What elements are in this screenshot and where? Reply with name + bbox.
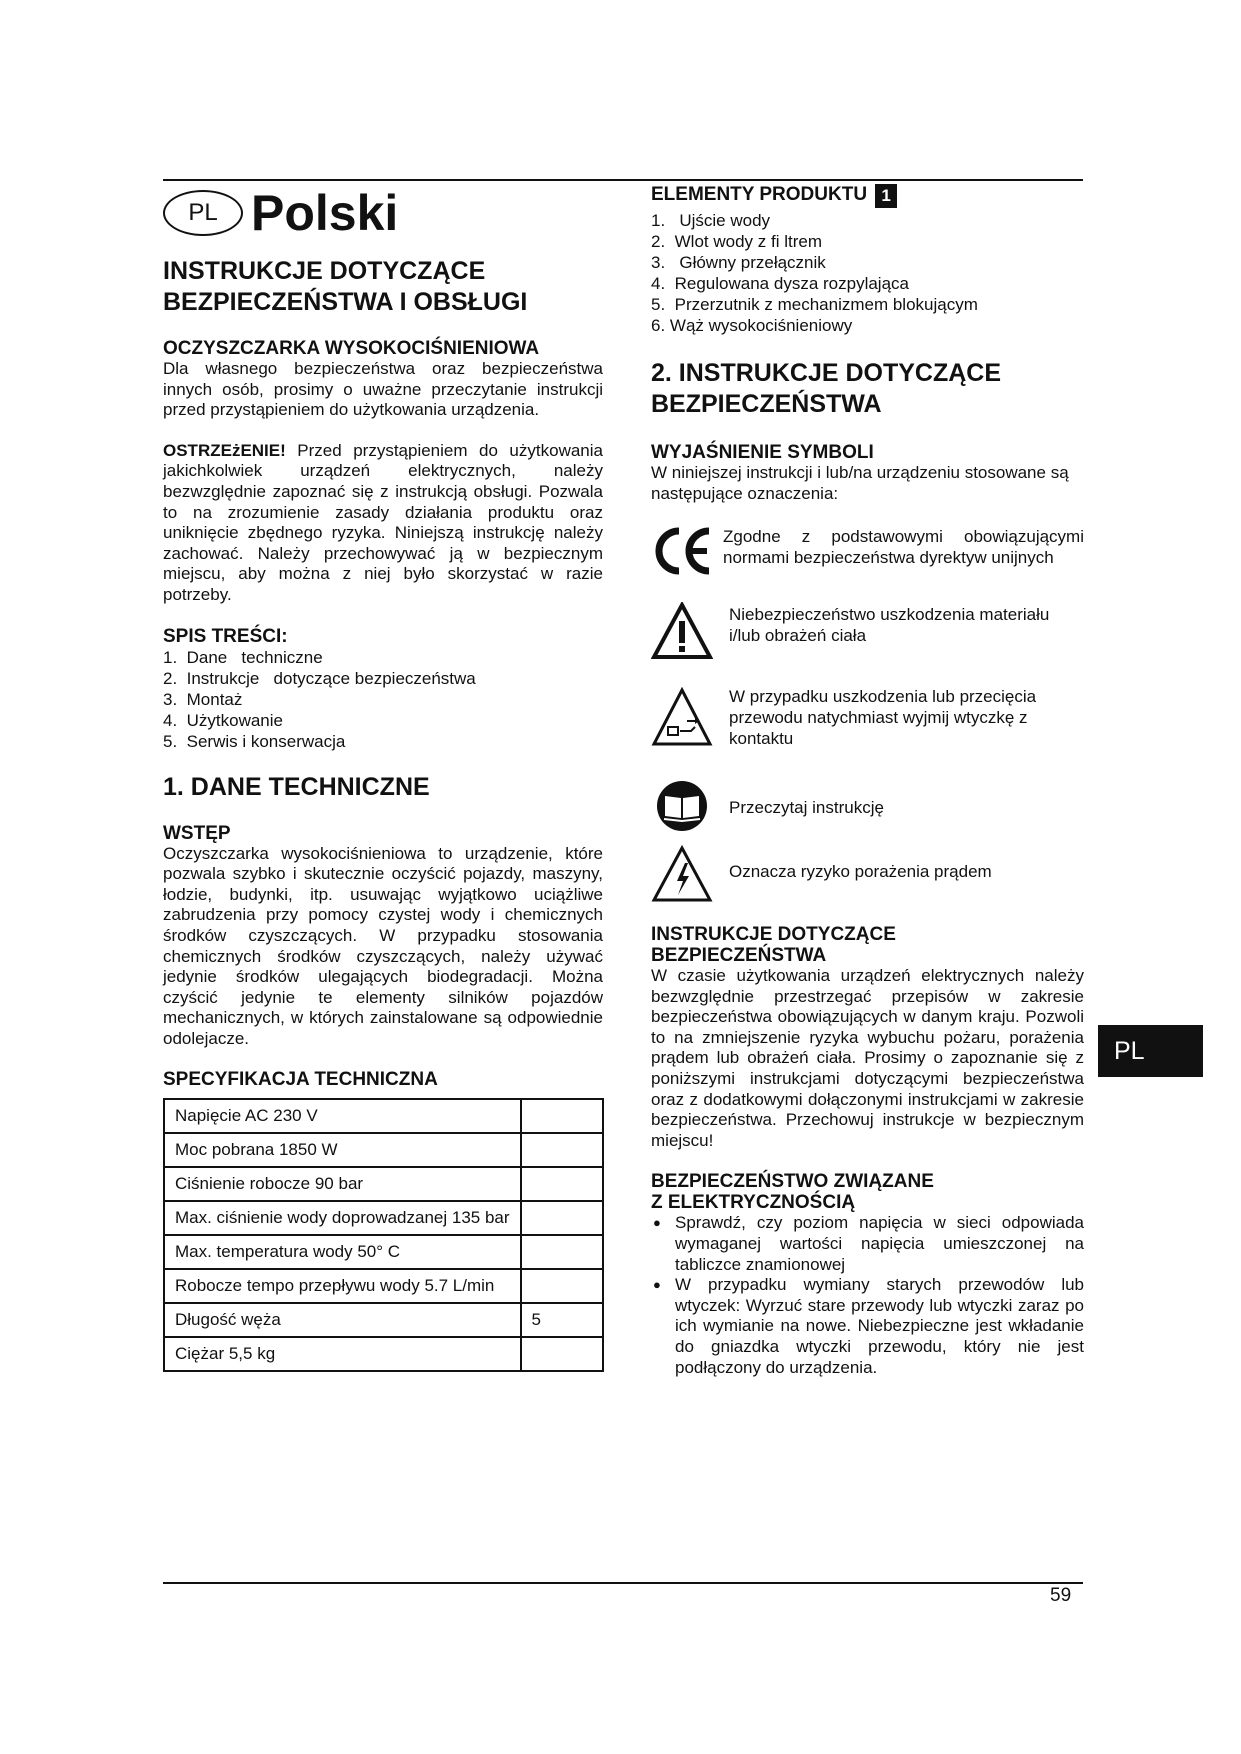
safety-heading-line1: INSTRUKCJE DOTYCZĄCE — [651, 924, 896, 945]
top-rule — [163, 179, 1083, 181]
toc-item: 2. Instrukcje dotyczące bezpieczeństwa — [163, 668, 476, 688]
spec-value — [521, 1099, 603, 1133]
spec-value — [521, 1235, 603, 1269]
spec-label: Moc pobrana 1850 W — [164, 1133, 521, 1167]
toc-heading: SPIS TREŚCI: — [163, 625, 288, 647]
electric-safety-heading — [651, 1171, 1084, 1213]
symbol-text: Zgodne z podstawowymi obowiązującymi normami bezpieczeństwa dyrektyw unijnych — [723, 527, 1084, 567]
warning-label: OSTRZEżENIE! — [163, 440, 286, 460]
list-item: 4. Regulowana dysza rozpylająca — [651, 274, 909, 293]
ce-mark-icon — [651, 520, 713, 582]
safety-heading-line2: BEZPIECZEŃSTWA — [651, 945, 827, 966]
unplug-warning-icon — [651, 686, 713, 748]
read-manual-icon — [651, 775, 713, 837]
section2-title-line2: BEZPIECZEŃSTWA — [651, 390, 882, 418]
safety-text: W czasie użytkowania urządzeń elektrycznych należy bezwzględnie przestrzegać przepisów w zakresie bezpieczeństwa obowiązujących w danym kraju. Pozwoli to na zmniejszenie ryzyka wybuchu pożaru, porażenia prądem lub obrażeń ciała. Prosimy o zapoznanie się z poniższymi instrukcjami dotyczącymi bezpieczeństwa oraz z dodatkowymi dołączonymi instrukcjami w zakresie bezpieczeństwa. Przechowuj instrukcje w bezpiecznym miejscu! — [651, 966, 1084, 1150]
spec-value — [521, 1269, 603, 1303]
language-title: Polski — [251, 184, 399, 241]
toc-list — [163, 647, 603, 752]
elements-list — [651, 210, 1084, 336]
section1-title: 1. DANE TECHNICZNE — [163, 772, 430, 801]
list-item: 2. Wlot wody z fi ltrem — [651, 232, 822, 251]
spec-value — [521, 1201, 603, 1235]
table-row — [164, 1201, 603, 1235]
safety-heading — [651, 924, 1084, 966]
language-side-tab: PL — [1098, 1025, 1203, 1077]
bottom-rule — [163, 1582, 1083, 1584]
list-item: 1. Ujście wody — [651, 211, 771, 230]
electric-safety-heading-line1: BEZPIECZEŃSTWO ZWIĄZANE — [651, 1171, 934, 1193]
spec-table — [163, 1098, 604, 1372]
warning-triangle-icon — [651, 600, 713, 662]
spec-value — [521, 1337, 603, 1371]
spec-label: Napięcie AC 230 V — [164, 1099, 521, 1133]
toc-item: 5. Serwis i konserwacja — [163, 731, 346, 751]
toc-item: 1. Dane techniczne — [163, 647, 323, 667]
list-item: ● Sprawdź, czy poziom napięcia w sieci odpowiada wymaganej wartości napięcia umieszczonej na tabliczce znamionowej — [651, 1213, 1084, 1275]
elements-heading — [651, 184, 1084, 208]
left-column — [163, 184, 603, 1372]
table-row — [164, 1099, 603, 1133]
spec-label: Ciężar 5,5 kg — [164, 1337, 521, 1371]
symbol-row-shock — [651, 843, 1084, 905]
spec-value — [521, 1167, 603, 1201]
right-column-bottom — [651, 924, 1084, 1378]
elements-heading-text: ELEMENTY PRODUKTU — [651, 184, 868, 205]
main-title — [163, 256, 603, 318]
table-row — [164, 1337, 603, 1371]
list-item: ● W przypadku wymiany starych przewodów lub wtyczek: Wyrzuć stare przewody lub wtyczki zaraz po ich wymianie na nowe. Niebezpieczne jest wkładanie do gniazdka wtyczki przewodu, który nie jest podłączony do urządzenia. — [651, 1275, 1084, 1378]
symbol-text: Niebezpieczeństwo uszkodzenia materiału i/lub obrażeń ciała — [729, 605, 1050, 645]
symbol-text: Oznacza ryzyko porażenia prądem — [729, 862, 992, 881]
figure-badge: 1 — [875, 184, 897, 208]
spec-label: Robocze tempo przepływu wody 5.7 L/min — [164, 1269, 521, 1303]
spec-value: 5 — [521, 1303, 603, 1337]
symbol-row-unplug — [651, 686, 1084, 749]
main-title-line2: BEZPIECZEŃSTWA I OBSŁUGI — [163, 288, 528, 316]
page-number: 59 — [1050, 1585, 1072, 1606]
symbols-heading: WYJAŚNIENIE SYMBOLI — [651, 442, 874, 463]
list-item: 6. Wąż wysokociśnieniowy — [651, 316, 853, 335]
section2-title — [651, 358, 1084, 420]
table-row — [164, 1269, 603, 1303]
intro-text: Oczyszczarka wysokociśnieniowa to urządzenie, które pozwala szybko i skutecznie oczyścić pojazdy, maszyny, łodzie, budynki, itp. usuwając wyjątkowo uciążliwe zabrudzenia przy pomocy czystej wody i chemicznych środków czyszczących. W przypadku stosowania chemicznych środków czyszczących, należy używać jedynie środków ulegających biodegradacji. Można czyścić jedynie te elementy silników pojazdów mechanicznych, w których zainstalowane są odpowiednie odolejacze. — [163, 843, 603, 1048]
table-row — [164, 1303, 603, 1337]
toc-item: 4. Użytkowanie — [163, 710, 283, 730]
product-intro: Dla własnego bezpieczeństwa oraz bezpieczeństwa innych osób, prosimy o uważne przeczytanie instrukcji przed przystąpieniem do użytkowania urządzenia. — [163, 359, 603, 420]
table-row — [164, 1133, 603, 1167]
symbol-row-ce — [651, 520, 1084, 582]
spec-label: Długość węża — [164, 1303, 521, 1337]
symbol-text: Przeczytaj instrukcję — [729, 798, 884, 817]
table-row — [164, 1235, 603, 1269]
symbol-row-manual — [651, 775, 1084, 837]
symbol-row-warning — [651, 600, 1084, 662]
list-item: 3. Główny przełącznik — [651, 253, 826, 272]
toc-item: 3. Montaż — [163, 689, 243, 709]
language-code-badge: PL — [163, 190, 243, 236]
right-column-top — [651, 184, 1084, 504]
spec-value — [521, 1133, 603, 1167]
spec-label: Max. ciśnienie wody doprowadzanej 135 bar — [164, 1201, 521, 1235]
spec-label: Ciśnienie robocze 90 bar — [164, 1167, 521, 1201]
symbols-intro: W niniejszej instrukcji i lub/na urządzeniu stosowane są następujące oznaczenia: — [651, 463, 1069, 503]
list-item: 5. Przerzutnik z mechanizmem blokującym — [651, 295, 978, 314]
product-heading: OCZYSZCZARKA WYSOKOCIŚNIENIOWA — [163, 338, 540, 359]
spec-heading: SPECYFIKACJA TECHNICZNA — [163, 1069, 438, 1091]
spec-label: Max. temperatura wody 50° C — [164, 1235, 521, 1269]
table-row — [164, 1167, 603, 1201]
intro-heading: WSTĘP — [163, 822, 231, 844]
electric-shock-icon — [651, 843, 713, 905]
main-title-line1: INSTRUKCJE DOTYCZĄCE — [163, 257, 486, 285]
electric-safety-heading-line2: Z ELEKTRYCZNOŚCIĄ — [651, 1192, 856, 1214]
electric-safety-list — [651, 1213, 1084, 1378]
warning-text: Przed przystąpieniem do użytkowania jakichkolwiek urządzeń elektrycznych, należy bezwzględnie zapoznać się z instrukcją obsługi. Pozwala to na zrozumienie zasady działania produktu oraz uniknięcie zbędnego ryzyka. Niniejszą instrukcję należy zachować. Należy przechowywać ją w bezpiecznym miejscu, aby można z niej było skorzystać w razie potrzeby. — [163, 440, 603, 604]
section2-title-line1: 2. INSTRUKCJE DOTYCZĄCE — [651, 359, 1002, 387]
language-header — [163, 184, 603, 241]
symbol-text: W przypadku uszkodzenia lub przecięcia przewodu natychmiast wyjmij wtyczkę z kontaktu — [729, 687, 1037, 748]
warning-paragraph — [163, 441, 603, 606]
